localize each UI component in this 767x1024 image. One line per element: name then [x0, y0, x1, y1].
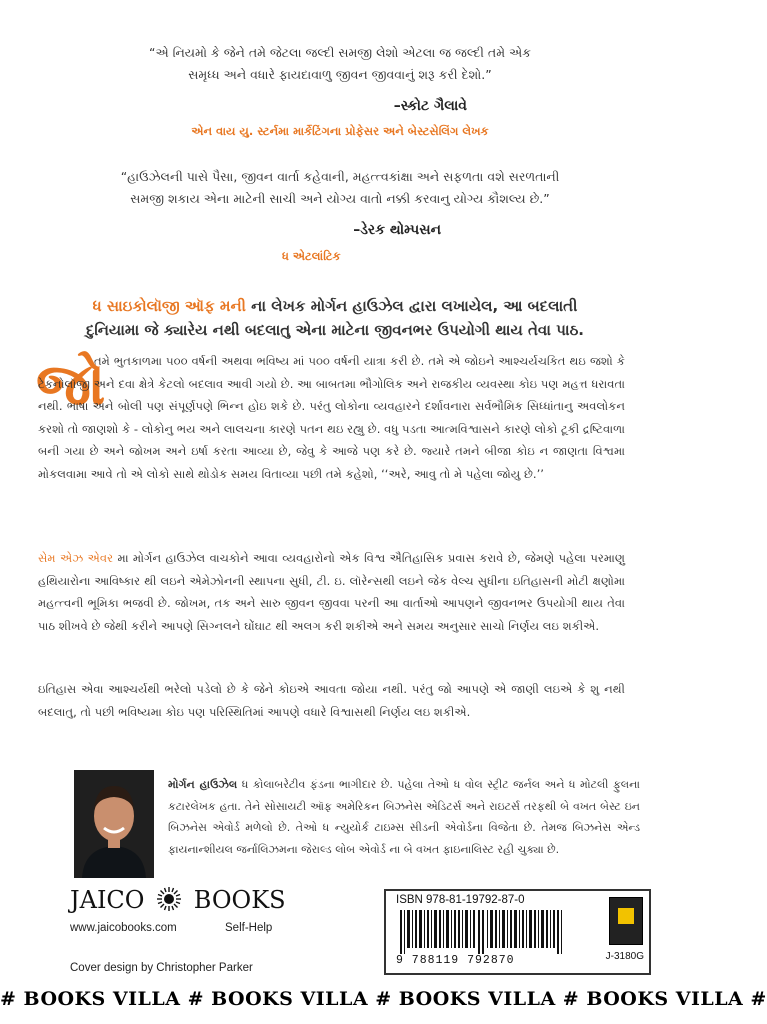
paragraph-1: તમે ભુતકાળમા ૫૦૦ વર્ષની અથવા ભવિષ્ય માં ૫૦૦ વર્ષની યાત્રા કરી છે. તમે એ જોઇને આશ્ચર્યચકિત થઇ જશો કે ટેકનોલૉજી અને દવા ક્ષેત્રે કેટલો બદલાવ આવી ગયો છે. આ બાબતમા ભૌગોલિક અને રાજકીય વ્યવસ્થા કોઇ પણ મહત્ત ધરાવતા નથી. ભાષા અને બોલી પણ સંપૂર્ણપણે ભિન્ન હોઇ શકે છે. પરંતુ લોકોના વ્યવહારને દર્શાવનારા સર્વભૌમિક સિધ્ધાંતાનુ અવલોકન કરશો તો જાણશો કે - લોકોનુ ભય અને લાલચના કારણે પતન થઇ રહ્યુ છે. વધુ પડતા આત્મવિશ્વાસને કારણે લોકો ટૂકી દ્રષ્ટિવાળા બની ગયા છે અને જોખમ અને ઇર્ષા કરતા આવ્યા છે, જેવુ કે આજે પણ કરે છે. જ્યારે તમને બીજા કોઇ ન જાણતા વિશ્વમા મોકલવામા આવે તો એ લોકો સાથે થોડોક સમય વિતાવ્યા પછી તમે કહેશો, ‘‘અરે, આવુ તો મે પહેલા જોયુ છે.’’	[38, 354, 625, 481]
quote-2-line-1: “હાઉઝેલની પાસે પૈસા, જીવન વાર્તા કહેવાની, મહત્ત્વકાંક્ષા અને સફળતા વશે સરળતાની	[120, 169, 560, 184]
publisher-url[interactable]: www.jaicobooks.com	[70, 922, 177, 934]
paragraph-2-text: મા મોર્ગન હાઉઝેલ વાચકોને આવા વ્યવહારોનો એક વિશ્વ ઐતિહાસિક પ્રવાસ કરાવે છે, જેમણે પહેલા પરમાણુ હથિયારોના આવિષ્કાર થી લઇને એમેઝોનની સ્થાપના સુધી, ટી. ઇ. લૉરેન્સથી લઇને જેક વેલ્ચ સુધીના ઇતિહાસની મોટી ક્ષણોમા મહત્ત્વની ભૂમિકા ભજવી છે. જોખમ, તક અને સારુ જીવન જીવવા પરની આ વાર્તાઓ આપણને જીવનભર ઉપયોગી થાય તેવા પાઠ શીખવે છે જેથી કરીને આપણે સિગ્નલને ઘોંઘાટ થી અલગ કરી શકીએ અને સમય અનુસાર સાચો નિર્ણય લઇ શકીએ.	[38, 551, 625, 633]
logo-text-right: BOOKS	[193, 886, 286, 914]
quote-2-author: –ડેરક થોમ્પસન	[353, 222, 441, 238]
isbn-label: ISBN 978-81-19792-87-0	[396, 894, 525, 906]
quote-1-line-2: સમૃધ્ધ અને વધારે ફાયદાવાળુ જીવન જીવવાનું શરૂ કરી દેશો.”	[188, 67, 492, 82]
headline-line-1-rest: ના લેખક મોર્ગન હાઉઝેલ દ્વારા લખાયેલ, આ બદલાતી	[245, 297, 578, 315]
cover-credit: Cover design by Christopher Parker	[70, 962, 253, 974]
dropcap: જો	[36, 350, 106, 418]
quote-2-line-2: સમજી શકાય એના માટેની સાચી અને યોગ્ય વાતો નક્કી કરવાનુ યોગ્ય કૌશલ્ય છે.”	[130, 191, 550, 206]
paragraph-3: ઇતિહાસ એવા આશ્ચર્યથી ભરેલો પડેલો છે કે જેને કોઇએ આવતા જોયા નથી. પરંતુ જો આપણે એ જાણી લઇએ કે શુ નથી બદલાતુ, તો પછી ભવિષ્યમા કોઇ પણ પરિસ્થિતિમાં આપણે વધારે વિશ્વાસથી નિર્ણય લઇ શકીએ.	[38, 682, 625, 719]
quote-2-credit: ધ એટલાંટિક	[282, 249, 341, 263]
author-bio	[168, 774, 640, 860]
logo-text-left: JAICO	[70, 886, 145, 914]
quote-1-author: –સ્કોટ ગૈલાવે	[393, 98, 467, 114]
author-bio-text: ધ કોલાબરેટીવ ફંડના ભાગીદાર છે. પહેલા તેઓ ધ વોલ સ્ટ્રીટ જર્નલ અને ધ મોટલી ફુલના કટારલેખક હતા. તેને સોસાયટી ઑફ અમેરિકન બિઝનેસ એડિટર્સ અને રાઇટર્સ તરફથી બે વખત બેસ્ટ ઇન બિઝનેસ એવોર્ડ મળેલો છે. તેઓ ધ ન્યુયોર્ક ટાઇમ્સ સીડની એવોર્ડના વિજેતા છે. તેમજ બિઝનેસ એન્ડ ફાયનાન્શીયલ જર્નાલિઝમના જેરાલ્ડ લોબ એવોર્ડ ના બે વખત ફાઇનાલિસ્ટ રહી ચુક્યા છે.	[168, 778, 641, 856]
author-name: મોર્ગન હાઉઝેલ	[168, 778, 238, 791]
quote-1-credit: એન વાય યુ. સ્ટર્નમા માર્કેટિંગના પ્રોફેસર અને બેસ્ટસેલિંગ લેખક	[191, 124, 489, 138]
category-label: Self-Help	[225, 922, 273, 934]
quote-1	[60, 42, 620, 86]
barcode-box	[384, 889, 651, 975]
author-portrait-icon	[74, 770, 154, 878]
publisher-badge-icon	[609, 897, 643, 945]
sun-emblem-icon	[156, 886, 182, 918]
headline-line-2: દુનિયામા જે ક્યારેય નથી બદલાતુ એના માટેના જીવનભર ઉપયોગી થાય તેવા પાઠ.	[85, 321, 585, 339]
publisher-logo	[70, 886, 286, 918]
footer-watermark: # BOOKS VILLA # BOOKS VILLA # BOOKS VILLA # BOOKS VILLA #	[0, 988, 767, 1010]
product-code: J-3180G	[605, 951, 644, 962]
headline	[30, 294, 640, 342]
paragraph-2	[38, 547, 625, 637]
book-title-inline: સેમ એઝ એવર	[38, 551, 114, 565]
headline-line-1	[30, 294, 640, 318]
barcode-digits: 9 788119 792870	[396, 954, 515, 967]
barcode-icon	[394, 910, 594, 954]
book-title: ધ સાઇકોલૉજી ઑફ મની	[92, 297, 246, 315]
quote-2	[40, 166, 640, 210]
author-photo	[74, 770, 154, 878]
quote-1-line-1: “એ નિયમો કે જેને તમે જેટલા જલ્દી સમજી લેશો એટલા જ જલ્દી તમે એક	[148, 45, 532, 60]
